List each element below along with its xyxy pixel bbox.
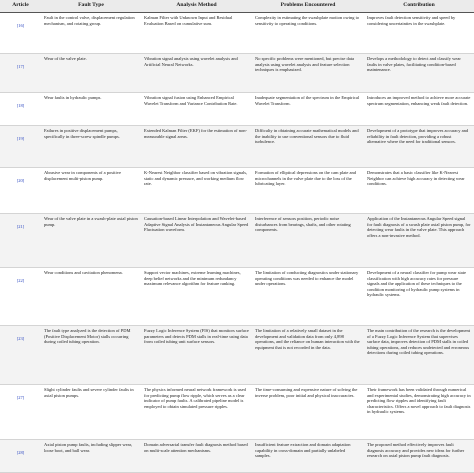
fault-type-cell: The fault type analyzed is the detection of PDM (Positive Displacement Motor) stalls occurring during coiled tubing operation. [41, 326, 141, 385]
fault-type-cell: Abrasive wear in components of a positive displacement multi-piston pump. [41, 168, 141, 214]
article-ref[interactable] [0, 440, 41, 473]
problems-cell: No specific problems were mentioned, but precise data analysis using wavelet analysis and feature selection techniques is emphasized. [252, 54, 364, 93]
problems-cell: The time-consuming and expensive nature of solving the inverse problem, poor initial and physical inaccuracies. [252, 385, 364, 440]
fault-type-cell: Wear faults in hydraulic pumps. [41, 93, 141, 126]
contribution-cell: Introduces an improved method to achieve more accurate spectrum segmentation, enhancing weak fault detection. [364, 93, 474, 126]
problems-cell: The limitation of conducting diagnostics under stationary operating conditions was needed to enhance the model under operations. [252, 268, 364, 326]
article-ref[interactable] [0, 126, 41, 168]
article-ref[interactable] [0, 54, 41, 93]
problems-cell: Difficulty in obtaining accurate mathematical models and the inability to use conventional sensors due to fluid turbulence. [252, 126, 364, 168]
analysis-method-cell: Extended Kalman Filter (EKF) for the estimation of non-measurable signal areas. [141, 126, 252, 168]
problems-cell: Interference of sensors position, periodic noise disturbances from bearings, shafts, and other rotating components. [252, 214, 364, 268]
fault-type-cell: Wear of the valve plate. [41, 54, 141, 93]
article-ref-link[interactable]: [18] [16, 103, 25, 108]
article-ref-link[interactable]: [27] [16, 395, 25, 400]
article-ref[interactable] [0, 268, 41, 326]
table-row [0, 168, 474, 214]
header-fault-type: Fault Type [41, 0, 141, 13]
table-row [0, 93, 474, 126]
analysis-method-cell: The physics informed neural network framework is used for predicting pump flow ripple, which serves as a clear indicator of pump faults. A calibrated pipeline model is employed to obtain simulated pressure ripples. [141, 385, 252, 440]
contribution-cell: Develops a methodology to detect and classify wear faults in valve plates, facilitating condition-based maintenance. [364, 54, 474, 93]
article-ref[interactable] [0, 93, 41, 126]
analysis-method-cell: Domain adversarial transfer fault diagnosis method based on multi-scale attention mechanisms. [141, 440, 252, 473]
header-problems-encountered: Problems Encountered [252, 0, 364, 13]
article-ref[interactable] [0, 326, 41, 385]
table-header [0, 0, 474, 13]
table-row [0, 214, 474, 268]
analysis-method-cell: Causation-based Linear Interpolation and Wavelet-based Adaptive Signal Analysis of Instantaneous Angular Speed Fluctuation waveform. [141, 214, 252, 268]
article-ref[interactable] [0, 168, 41, 214]
contribution-cell: Improves fault detection sensitivity and speed by considering uncertainties in the swashplate. [364, 13, 474, 54]
header-article: Article [0, 0, 41, 13]
problems-cell: Inadequate segmentation of the spectrum in the Empirical Wavelet Transform. [252, 93, 364, 126]
article-ref-link[interactable]: [28] [16, 450, 25, 455]
problems-cell: Insufficient feature extraction and domain adaptation capability in cross-domain and partially unlabeled samples. [252, 440, 364, 473]
fault-type-cell: Failures in positive displacement pumps, specifically in three-screw spindle pumps. [41, 126, 141, 168]
fault-type-cell: Slight cylinder faults and severe cylinder faults in axial piston pumps. [41, 385, 141, 440]
contribution-cell: Demonstrates that a basic classifier like K-Nearest Neighbor can achieve high accuracy in detecting wear conditions. [364, 168, 474, 214]
contribution-cell: Development of a prototype that improves accuracy and reliability in fault detection, providing a robust alternative where the need for traditional sensors. [364, 126, 474, 168]
header-analysis-method: Analysis Method [141, 0, 252, 13]
article-ref-link[interactable]: [20] [16, 178, 25, 183]
analysis-method-cell: Vibration signal fusion using Enhanced Empirical Wavelet Transform and Variance Contribution Rate. [141, 93, 252, 126]
article-ref-link[interactable]: [23] [16, 336, 25, 341]
analysis-method-cell: Support vector machines, extreme learning machines, deep belief networks and the minimum redundancy maximum relevance algorithm for feature ranking. [141, 268, 252, 326]
problems-cell: The limitation of a relatively small dataset in the development and validation data from only 4,898 operations, and the reliance on human interaction with the equipment that is not recorded in the data. [252, 326, 364, 385]
table-row [0, 385, 474, 440]
header-row [0, 0, 474, 13]
problems-cell: Formation of elliptical depressions on the cam plate and microchannels in the valve plate due to the loss of the lubricating layer. [252, 168, 364, 214]
fault-type-cell: Fault in the control valve, displacement regulation mechanism, and rotating group. [41, 13, 141, 54]
article-ref[interactable] [0, 385, 41, 440]
analysis-method-cell: K-Nearest Neighbor classifier based on vibration signals, static and dynamic pressure, and working medium flow rate. [141, 168, 252, 214]
table-row [0, 126, 474, 168]
table-row [0, 440, 474, 473]
problems-cell: Complexity in estimating the swashplate motion owing to sensitivity to operating conditions. [252, 13, 364, 54]
analysis-method-cell: Kalman Filter with Unknown Input and Residual Evaluation Based on cumulative sum. [141, 13, 252, 54]
table-body [0, 13, 474, 473]
article-ref-link[interactable]: [16] [16, 23, 25, 28]
article-ref-link[interactable]: [19] [16, 136, 25, 141]
fault-type-cell: Wear of the valve plate in a swash-plate axial piston pump. [41, 214, 141, 268]
article-ref-link[interactable]: [22] [16, 278, 25, 283]
contribution-cell: Their framework has been validated through numerical and experimental studies, demonstrating high accuracy in predicting flow ripples and identifying fault characteristics. Offers a novel approach to fault diagnosis in hydraulic systems. [364, 385, 474, 440]
table-row [0, 326, 474, 385]
contribution-cell: Development of a neural classifier for pump wear state classification with high accuracy rates for pressure signals and the application of these techniques to the condition monitoring of hydraulic pump systems in hydraulic systems. [364, 268, 474, 326]
contribution-cell: The proposed method effectively improves fault diagnosis accuracy and provides new ideas for further research on axial piston pump fault diagnosis. [364, 440, 474, 473]
analysis-method-cell: Fuzzy Logic Inference System (FIS) that monitors surface parameters and detects PDM stalls in real-time using data from coiled tubing unit surface sensors. [141, 326, 252, 385]
contribution-cell: Application of the Instantaneous Angular Speed signal for fault diagnosis of a swash plate axial piston pump, for detecting wear faults in the valve plate. This approach offers a non-invasive method. [364, 214, 474, 268]
header-contribution: Contribution [364, 0, 474, 13]
article-ref-link[interactable]: [17] [16, 64, 25, 69]
table-row [0, 54, 474, 93]
table-row [0, 13, 474, 54]
article-ref[interactable] [0, 214, 41, 268]
contribution-cell: The main contribution of the research is the development of a Fuzzy Logic Inference System that supervises surface data, improves detection of PDM stalls in coiled tubing operations, and reduces undetected and erroneous detections during coiled tubing operations. [364, 326, 474, 385]
analysis-method-cell: Vibration signal analysis using wavelet analysis and Artificial Neural Networks. [141, 54, 252, 93]
table-row [0, 268, 474, 326]
fault-type-cell: Wear conditions and cavitation phenomena. [41, 268, 141, 326]
fault-type-cell: Axial piston pump faults, including slipper wear, loose boot, and ball wear. [41, 440, 141, 473]
article-ref-link[interactable]: [21] [16, 224, 25, 229]
article-ref[interactable] [0, 13, 41, 54]
